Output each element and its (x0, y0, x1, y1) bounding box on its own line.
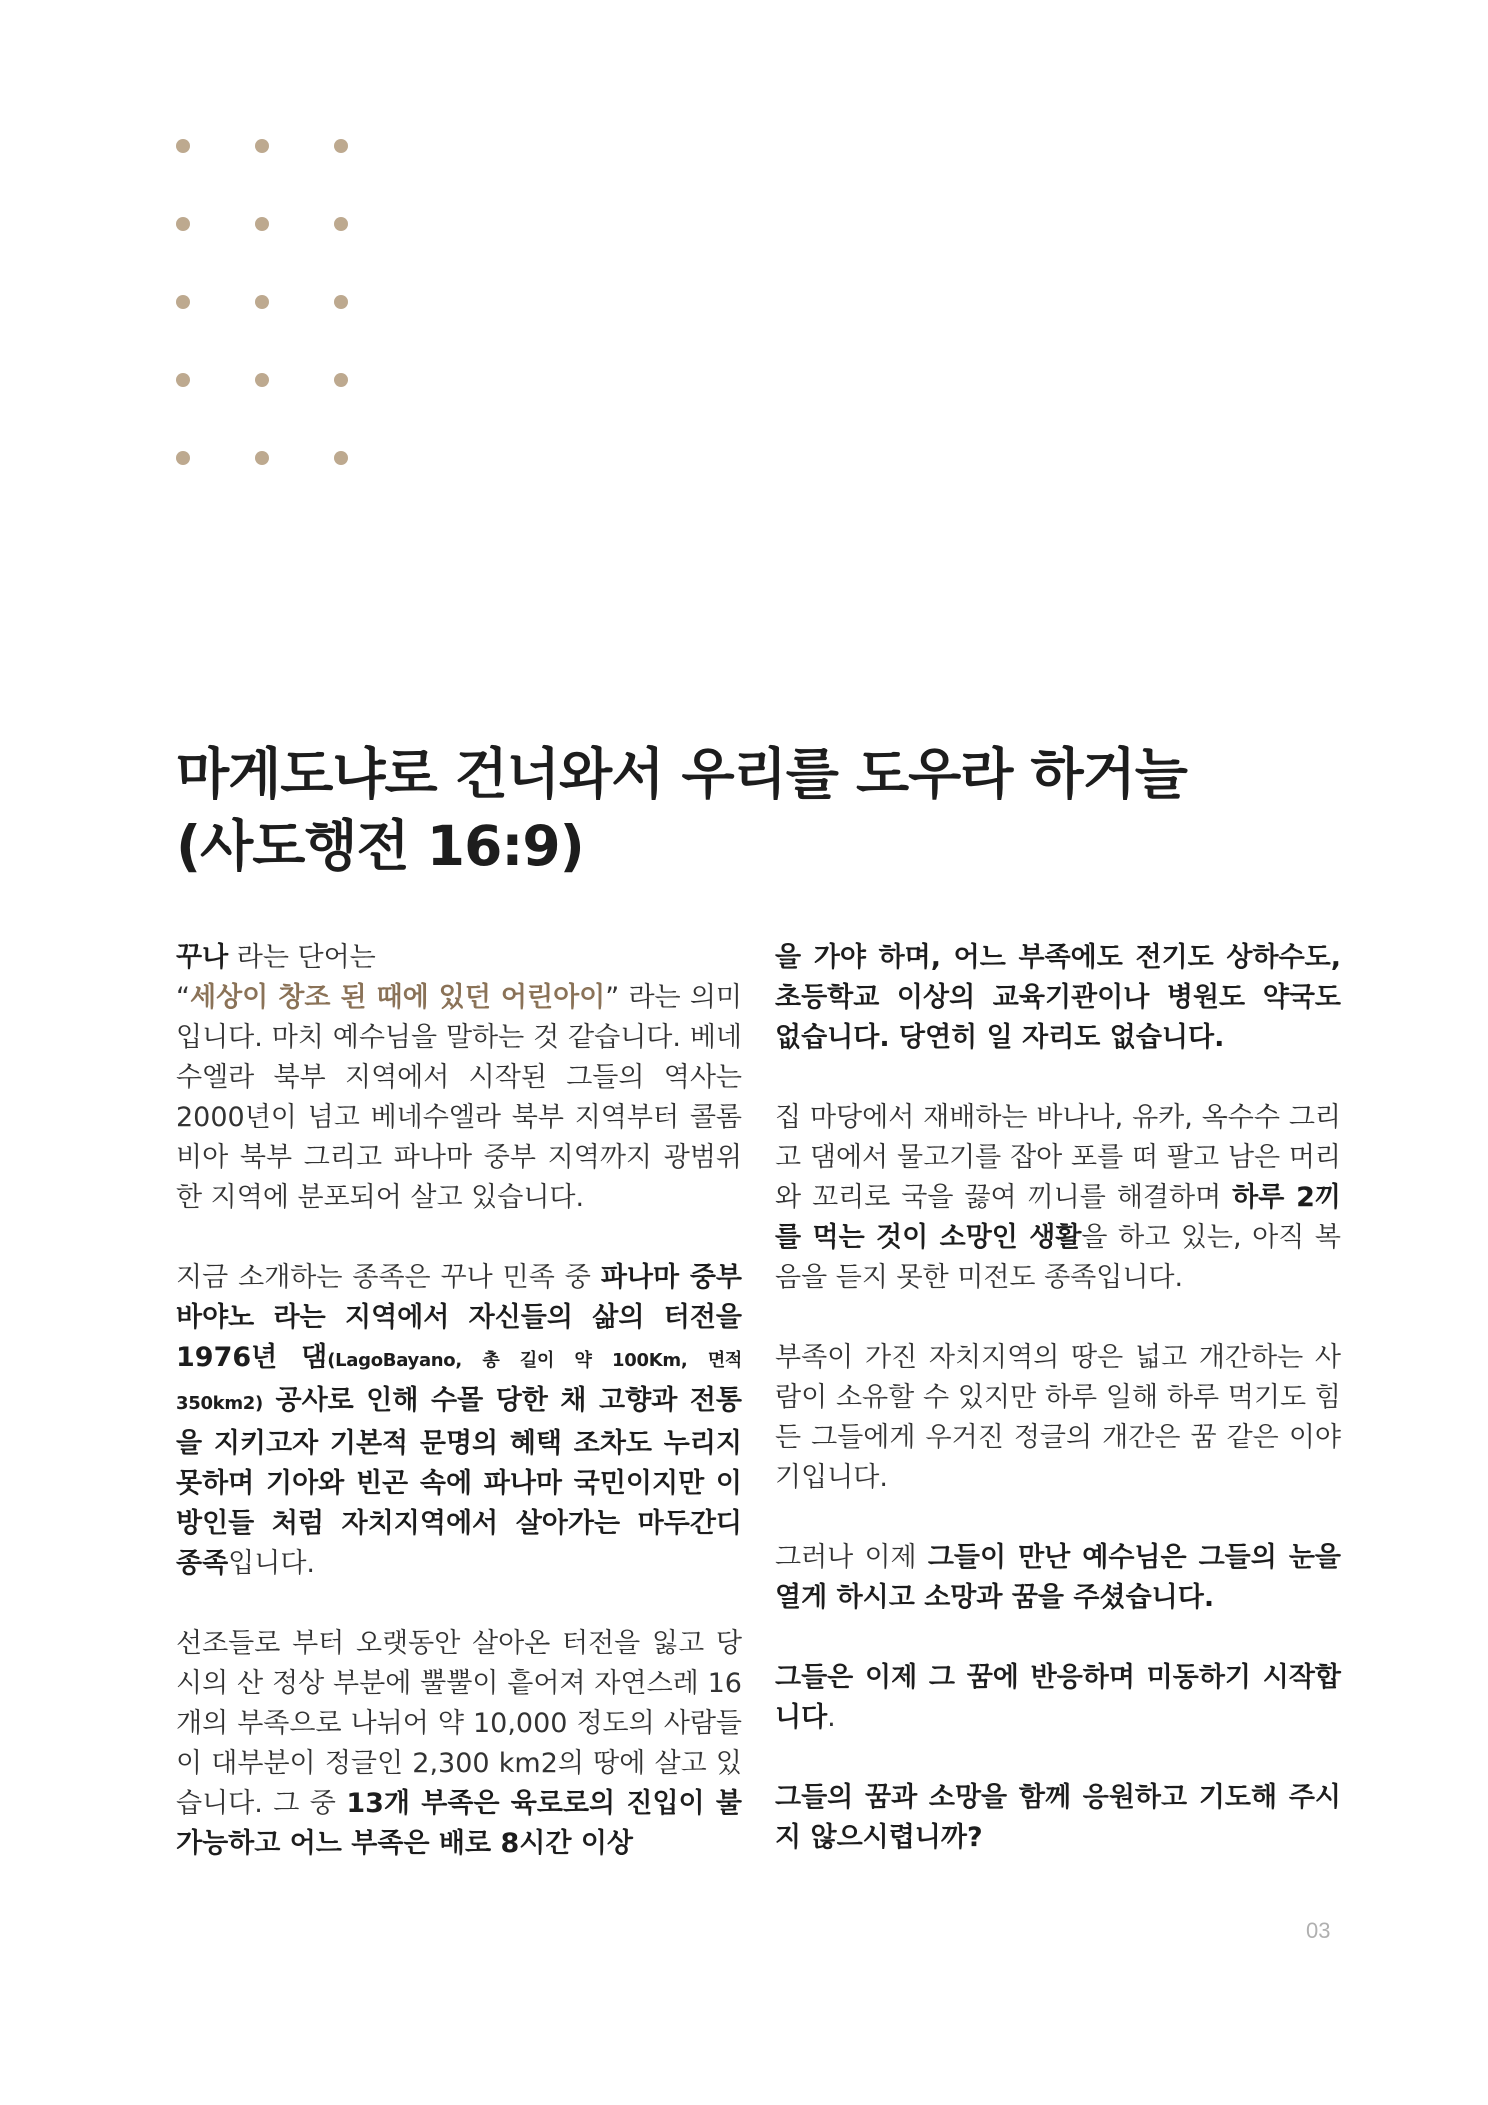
decorative-dot (176, 217, 190, 231)
title-line-1: 마게도냐로 건너와서 우리를 도우라 하거늘 (176, 742, 1187, 806)
decorative-dot (334, 217, 348, 231)
text: 집 마당에서 재배하는 바나나, 유카, 옥수수 그리고 댐에서 물고기를 잡아 포를 떠 팔고 남은 머리와 꼬리로 국을 끓여 끼니를 해결하며 (775, 1102, 1341, 1213)
decorative-dot (334, 451, 348, 465)
paragraph (775, 1098, 1341, 1298)
decorative-dot (176, 451, 190, 465)
paragraph (176, 1258, 742, 1584)
left-column (176, 938, 742, 1864)
decorative-dot (334, 139, 348, 153)
decorative-dot-grid (176, 139, 348, 465)
paragraph (176, 938, 742, 1218)
text: 지금 소개하는 종족은 꾸나 민족 중 (176, 1262, 601, 1293)
decorative-dot (176, 139, 190, 153)
text: 라는 단어는 (228, 942, 376, 973)
text: 을 하고 있는, 아직 복음을 듣지 못한 미전도 종족입니다. (775, 1222, 1341, 1293)
bold-text: 하루 2끼를 먹는 것이 소망인 생활 (775, 1182, 1341, 1253)
bold-text: 을 가야 하며, 어느 부족에도 전기도 상하수도, 초등학교 이상의 교육기관이나 병원도 약국도 없습니다. 당연히 일 자리도 없습니다. (775, 942, 1341, 1053)
decorative-dot (255, 373, 269, 387)
paragraph (775, 1538, 1341, 1618)
text: 입니다. (228, 1548, 316, 1579)
bold-text: 그들의 꿈과 소망을 함께 응원하고 기도해 주시지 않으시렵니까? (775, 1782, 1341, 1853)
decorative-dot (255, 217, 269, 231)
decorative-dot (334, 373, 348, 387)
page-number: 03 (1306, 1918, 1331, 1943)
highlighted-meaning: 세상이 창조 된 때에 있던 어린아이 (190, 982, 606, 1013)
text: 그러나 이제 (775, 1542, 928, 1573)
decorative-dot (255, 295, 269, 309)
dam-note: (LagoBayano, 총 길이 약 100Km, 면적 350km2) (176, 1350, 742, 1414)
bold-text: 그들이 만난 예수님은 그들의 눈을 열게 하시고 소망과 꿈을 주셨습니다. (775, 1542, 1342, 1613)
paragraph (176, 1624, 742, 1864)
paragraph (775, 1658, 1341, 1738)
bold-text: 13개 부족은 육로로의 진입이 불가능하고 어느 부족은 배로 8시간 이상 (176, 1788, 742, 1859)
decorative-dot (176, 295, 190, 309)
right-column (775, 938, 1341, 1858)
bold-text: 파나마 중부 바야노 라는 지역에서 자신들의 삶의 터전을 1976년 댐 (176, 1262, 742, 1373)
decorative-dot (255, 451, 269, 465)
text: . (827, 1702, 836, 1733)
bold-text: 공사로 인해 수몰 당한 채 고향과 전통을 지키고자 기본적 문명의 혜택 조차도 누리지 못하며 기아와 빈곤 속에 파나마 국민이지만 이방인들 처럼 자치지역에서 살아가는 마두간디 종족 (176, 1385, 742, 1579)
title-line-2: (사도행전 16:9) (176, 814, 584, 878)
text: 부족이 가진 자치지역의 땅은 넓고 개간하는 사람이 소유할 수 있지만 하루 일해 하루 먹기도 힘든 그들에게 우거진 정글의 개간은 꿈 같은 이야기입니다. (775, 1342, 1341, 1493)
text: 선조들로 부터 오랫동안 살아온 터전을 잃고 당시의 산 정상 부분에 뿔뿔이 흩어져 자연스레 16개의 부족으로 나뉘어 약 10,000 정도의 사람들이 대부분이 정글인 2,300 km2의 땅에 살고 있습니다. 그 중 (176, 1628, 742, 1819)
text: ” 라는 의미입니다. 마치 예수님을 말하는 것 같습니다. 베네수엘라 북부 지역에서 시작된 그들의 역사는 2000년이 넘고 베네수엘라 북부 지역부터 콜롬비아 북부 그리고 파나마 중부 지역까지 광범위한 지역에 분포되어 살고 있습니다. (176, 982, 742, 1213)
decorative-dot (334, 295, 348, 309)
page-title (176, 738, 1336, 882)
bold-text: 그들은 이제 그 꿈에 반응하며 미동하기 시작합니다 (775, 1662, 1341, 1733)
decorative-dot (176, 373, 190, 387)
paragraph (775, 1338, 1341, 1498)
decorative-dot (255, 139, 269, 153)
term-kuna: 꾸나 (176, 942, 229, 973)
paragraph (775, 1778, 1341, 1858)
text: “ (176, 982, 190, 1013)
paragraph (775, 938, 1341, 1058)
